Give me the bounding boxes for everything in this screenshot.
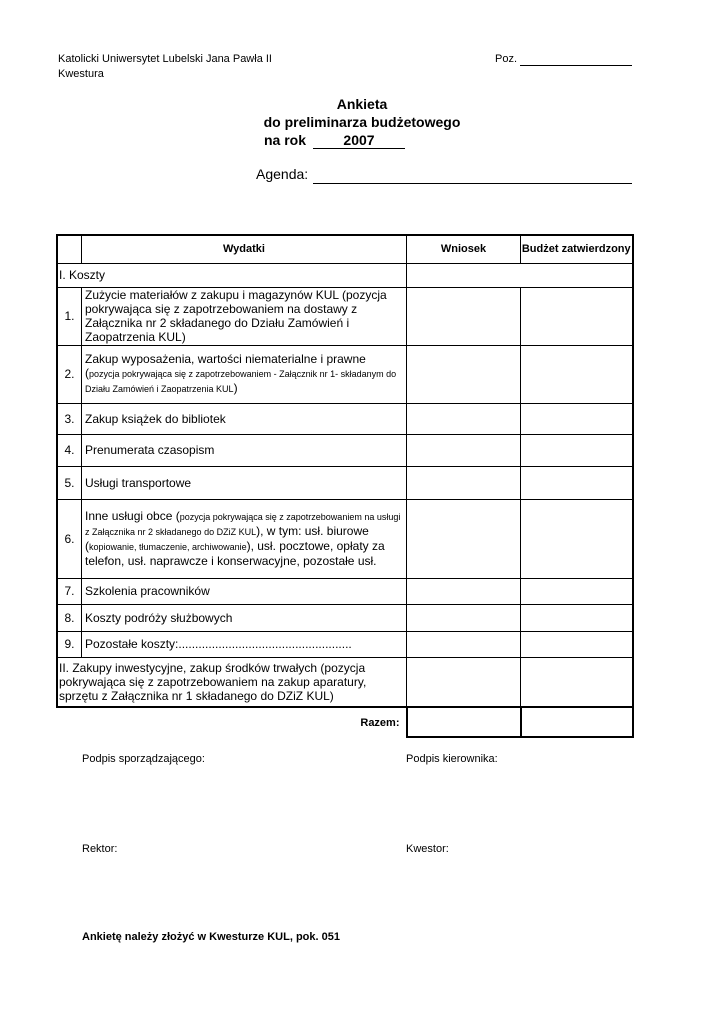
year-field[interactable]: 2007 [313, 132, 405, 149]
row-number: 3. [57, 403, 82, 434]
row-description [82, 499, 407, 578]
request-cell[interactable] [407, 287, 521, 345]
table-row [57, 287, 633, 345]
col-expenses-header: Wydatki [82, 235, 407, 263]
row-description: Pozostałe koszty:.................................................... [82, 631, 407, 657]
request-cell[interactable] [407, 657, 521, 707]
budget-cell[interactable] [521, 345, 633, 403]
request-cell[interactable] [407, 403, 521, 434]
table-row [57, 631, 633, 657]
row-description: Koszty podróży służbowych [82, 604, 407, 631]
table-row [57, 403, 633, 434]
total-row [57, 707, 633, 737]
row-text-part: Inne usługi obce ( [85, 509, 180, 523]
row-description: Szkolenia pracowników [82, 578, 407, 604]
row-number: 7. [57, 578, 82, 604]
total-label: Razem: [57, 707, 407, 737]
row-text-note: kopiowanie, tłumaczenie, archiwowanie [89, 542, 247, 552]
rector-signature-label: Rektor: [82, 843, 118, 855]
section1-blank [407, 263, 633, 287]
table-row [57, 466, 633, 499]
agenda-label: Agenda: [256, 166, 309, 182]
row-description: Usługi transportowe [82, 466, 407, 499]
section1-label: I. Koszty [57, 263, 407, 287]
budget-cell[interactable] [521, 499, 633, 578]
row-description: Zakup książek do bibliotek [82, 403, 407, 434]
row-text-end: ) [233, 381, 238, 395]
university-name: Katolicki Uniwersytet Lubelski Jana Pawła II [58, 53, 272, 65]
budget-cell[interactable] [521, 287, 633, 345]
form-title: Ankieta [336, 96, 388, 112]
col-request-header: Wniosek [407, 235, 521, 263]
row-number: 6. [57, 499, 82, 578]
section1-row [57, 263, 633, 287]
budget-cell[interactable] [521, 631, 633, 657]
row-number: 1. [57, 287, 82, 345]
table-row [57, 604, 633, 631]
poz-label: Poz. [495, 53, 518, 65]
row-text-note: pozycja pokrywająca się z zapotrzebowaniem - Załącznik nr 1- składanym do Działu Zamówień i Zaopatrzenia KUL [85, 369, 397, 394]
header-num-cell [57, 235, 82, 263]
section2-label: II. Zakupy inwestycyjne, zakup środków trwałych (pozycja pokrywająca się z zapotrzebowaniem na zakup aparatury, sprzętu z Załącznika nr 1 składanego do DZiZ KUL) [57, 657, 407, 707]
agenda-field[interactable] [313, 167, 632, 184]
request-cell[interactable] [407, 434, 521, 466]
request-cell[interactable] [407, 499, 521, 578]
row-number: 5. [57, 466, 82, 499]
manager-signature-label: Podpis kierownika: [406, 753, 498, 765]
row-text-note: pozycja pokrywająca się z zapotrzebowaniem na usługi z Załącznika nr 2 składanego do DZiZ KUL [85, 512, 401, 537]
row-text-main: Zakup wyposażenia, wartości niematerialne i prawne ( [85, 352, 366, 380]
row-number: 4. [57, 434, 82, 466]
budget-cell[interactable] [521, 657, 633, 707]
row-number: 8. [57, 604, 82, 631]
request-cell[interactable] [407, 631, 521, 657]
bursar-signature-label: Kwestor: [406, 843, 449, 855]
preparer-signature-label: Podpis sporządzającego: [82, 753, 205, 765]
row-number: 9. [57, 631, 82, 657]
budget-cell[interactable] [521, 434, 633, 466]
budget-table [56, 234, 634, 738]
row-text-part: ), usł. pocztowe, opłaty za telefon, usł. naprawcze i konserwacyjne, pozostałe usł. [85, 539, 385, 568]
total-budget-cell[interactable] [521, 707, 633, 737]
budget-cell[interactable] [521, 466, 633, 499]
submission-note: Ankietę należy złożyć w Kwesturze KUL, pok. 051 [82, 931, 340, 943]
budget-cell[interactable] [521, 604, 633, 631]
table-row [57, 434, 633, 466]
table-row [57, 499, 633, 578]
form-subtitle: do preliminarza budżetowego [263, 114, 461, 130]
row-description: Prenumerata czasopism [82, 434, 407, 466]
row-description: Zużycie materiałów z zakupu i magazynów KUL (pozycja pokrywająca się z zapotrzebowaniem na dostawy z Załącznika nr 2 składanego do Działu Zamówień i Zaopatrzenia KUL) [82, 287, 407, 345]
col-budget-header: Budżet zatwierdzony [521, 235, 633, 263]
budget-cell[interactable] [521, 578, 633, 604]
budget-cell[interactable] [521, 403, 633, 434]
year-label: na rok [264, 132, 307, 148]
table-row [57, 345, 633, 403]
row-number: 2. [57, 345, 82, 403]
request-cell[interactable] [407, 578, 521, 604]
request-cell[interactable] [407, 604, 521, 631]
section2-row [57, 657, 633, 707]
request-cell[interactable] [407, 345, 521, 403]
row-text-part: ), w tym: usł. biurowe ( [85, 524, 369, 553]
total-request-cell[interactable] [407, 707, 521, 737]
request-cell[interactable] [407, 466, 521, 499]
table-header-row [57, 235, 633, 263]
row-description [82, 345, 407, 403]
department-name: Kwestura [58, 68, 104, 80]
poz-field[interactable] [520, 52, 632, 66]
table-row [57, 578, 633, 604]
